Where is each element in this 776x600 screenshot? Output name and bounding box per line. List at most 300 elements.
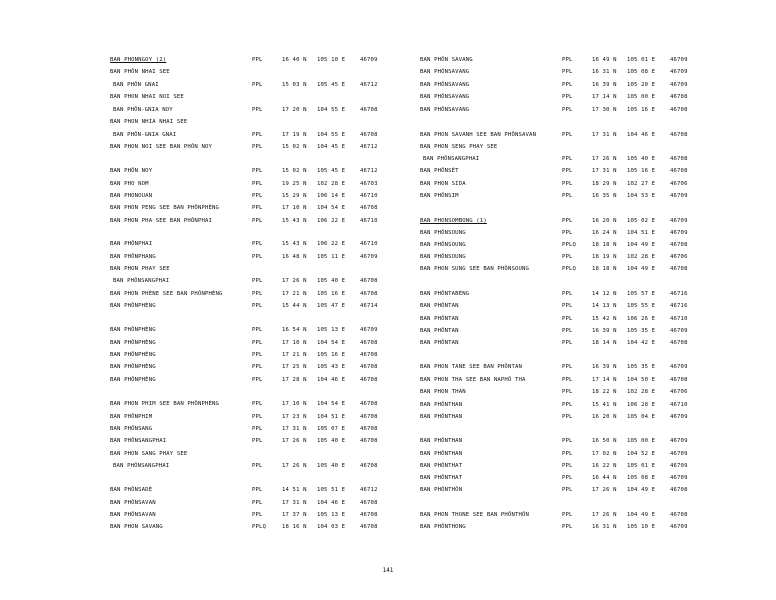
place-name: BAN PHÔNSOUNG [420,242,466,248]
feature-type: PPL [252,500,263,506]
gazetteer-entry [110,461,430,471]
latitude: 14 13 N [592,303,617,309]
longitude: 104 49 E [627,487,656,493]
gazetteer-entry [420,154,740,164]
gazetteer-entry [110,191,430,201]
place-name: BAN PHON PHA SEE BAN PHÔNPHAI [110,218,213,224]
place-name: BAN PHÔNPHÈNG [110,364,156,370]
map-code: 46712 [360,144,378,150]
feature-type: PPL [562,364,573,370]
map-code: 46709 [670,230,688,236]
place-name: BAN PHON TANE SEE BAN PHÔNTAN [420,364,523,370]
place-name: BAN PHÔNPHÈNG [110,377,156,383]
feature-type: PPL [252,340,263,346]
latitude: 17 31 N [592,132,617,138]
place-name: BAN PHÔNTAN [420,316,459,322]
longitude: 102 27 E [627,181,656,187]
gazetteer-entry [110,449,430,459]
latitude: 17 21 N [282,352,307,358]
gazetteer-entry [420,473,740,483]
latitude: 17 20 N [282,107,307,113]
place-name: BAN PHÔN-GNIA GNAI [113,132,177,138]
latitude: 16 40 N [282,57,307,63]
feature-type: PPLQ [562,266,577,272]
latitude: 16 20 N [592,414,617,420]
gazetteer-entry [420,301,740,311]
gazetteer-entry [110,498,430,508]
gazetteer-entry [420,142,740,152]
feature-type: PPL [562,254,573,260]
latitude: 15 43 N [282,241,307,247]
place-name: BAN PHÔNSADÉ [110,487,153,493]
latitude: 17 19 N [282,132,307,138]
map-code: 46709 [670,451,688,457]
map-code: 46709 [360,57,378,63]
latitude: 17 26 N [282,438,307,444]
map-code: 46703 [360,181,378,187]
longitude: 105 16 E [627,107,656,113]
longitude: 105 13 E [317,327,346,333]
gazetteer-entry [420,387,740,397]
feature-type: PPL [562,193,573,199]
latitude: 17 28 N [282,377,307,383]
gazetteer-entry [110,203,430,213]
feature-type: PPL [562,291,573,297]
latitude: 18 16 N [282,524,307,530]
feature-type: PPL [562,132,573,138]
gazetteer-entry [110,276,430,286]
place-name: BAN PHÔNTHONG [420,524,466,530]
map-code: 46712 [360,487,378,493]
gazetteer-entry [110,325,430,335]
longitude: 105 00 E [627,438,656,444]
map-code: 46710 [360,193,378,199]
place-name: BAN PHON PHAY SEE [110,266,170,272]
longitude: 104 55 E [317,107,346,113]
gazetteer-entry [110,375,430,385]
longitude: 106 22 E [317,218,346,224]
feature-type: PPL [252,181,263,187]
latitude: 15 02 N [282,144,307,150]
feature-type: PPL [562,82,573,88]
latitude: 15 29 N [282,193,307,199]
place-name: BAN PHON PHÈNE SEE BAN PHÔNPHÈNG [110,291,223,297]
map-code: 46709 [670,69,688,75]
place-name: BAN PHÔNSIM [420,193,459,199]
longitude: 104 46 E [317,377,346,383]
gazetteer-entry [420,522,740,532]
map-code: 46709 [670,218,688,224]
place-name: BAN PHON SANG PHAY SEE [110,451,188,457]
feature-type: PPL [252,364,263,370]
map-code: 46710 [670,402,688,408]
map-code: 46708 [670,156,688,162]
place-name: BAN PHÔNPHÈNG [110,340,156,346]
gazetteer-entry [420,375,740,385]
longitude: 105 45 E [317,82,346,88]
place-name: BAN PHÔNPHÈNG [110,327,156,333]
place-name: BAN PHON SENG PHAY SEE [420,144,498,150]
place-name: BAN PHON THONE SEE BAN PHÔNTHÔN [420,512,530,518]
place-name: BAN PHÔNSOUNG [420,230,466,236]
feature-type: PPL [562,218,573,224]
gazetteer-entry [110,142,430,152]
longitude: 104 46 E [627,132,656,138]
map-code: 46709 [670,438,688,444]
place-name: BAN PHON NOI SEE BAN PHÔN NOY [110,144,213,150]
longitude: 106 14 E [317,193,346,199]
gazetteer-entry [110,412,430,422]
map-code: 46708 [670,487,688,493]
map-code: 46709 [670,57,688,63]
latitude: 17 26 N [592,487,617,493]
gazetteer-entry [110,117,430,127]
place-name: BAN PHÔNSAVANG [420,107,470,113]
place-name: BAN PHÔNSAVAN [110,500,156,506]
place-name: BAN PHÔNTHÔN [420,487,463,493]
feature-type: PPL [562,328,573,334]
feature-type: PPL [562,377,573,383]
feature-type: PPL [252,401,263,407]
place-name: BAN PHO NOM [110,181,149,187]
latitude: 17 02 N [592,451,617,457]
feature-type: PPL [252,352,263,358]
map-code: 46708 [360,352,378,358]
gazetteer-entry [420,436,740,446]
gazetteer-entry [420,191,740,201]
feature-type: PPL [562,487,573,493]
longitude: 105 13 E [317,512,346,518]
gazetteer-entry [110,289,430,299]
longitude: 105 43 E [317,364,346,370]
feature-type: PPL [562,107,573,113]
feature-type: PPLQ [562,242,577,248]
feature-type: PPL [252,463,263,469]
feature-type: PPL [562,402,573,408]
longitude: 106 28 E [627,402,656,408]
gazetteer-entry [420,92,740,102]
feature-type: PPL [252,487,263,493]
map-code: 46710 [360,218,378,224]
place-name: BAN PHÔN NHAI SEE [110,69,170,75]
gazetteer-entry [110,80,430,90]
gazetteer-entry [110,424,430,434]
latitude: 18 19 N [592,254,617,260]
gazetteer-entry [110,510,430,520]
longitude: 104 45 E [317,144,346,150]
feature-type: PPL [252,132,263,138]
place-name: BAN PHÔNSAVANG [420,94,470,100]
map-code: 46708 [360,500,378,506]
map-code: 46709 [360,254,378,260]
map-code: 46708 [670,266,688,272]
map-code: 46708 [360,291,378,297]
feature-type: PPL [252,57,263,63]
gazetteer-entry [110,179,430,189]
latitude: 17 31 N [592,168,617,174]
latitude: 17 10 N [282,205,307,211]
gazetteer-entry [110,216,430,226]
map-code: 46708 [360,205,378,211]
place-name: BAN PHÔN-GNIA NOY [113,107,173,113]
gazetteer-entry [420,264,740,274]
gazetteer-entry [110,399,430,409]
map-code: 46708 [670,242,688,248]
map-code: 46708 [670,377,688,383]
longitude: 105 35 E [627,328,656,334]
latitude: 16 39 N [592,364,617,370]
latitude: 16 49 N [592,57,617,63]
latitude: 16 50 N [592,438,617,444]
map-code: 46708 [670,512,688,518]
latitude: 17 26 N [592,512,617,518]
latitude: 17 10 N [282,401,307,407]
longitude: 105 40 E [317,463,346,469]
map-code: 46716 [670,291,688,297]
longitude: 105 04 E [627,414,656,420]
map-code: 46708 [360,401,378,407]
gazetteer-entry [110,67,430,77]
gazetteer-entry [420,166,740,176]
place-name: BAN PHÔNSANGPHAI [110,438,167,444]
place-name: BAN PHON NHAI NOI SEE [110,94,184,100]
latitude: 16 39 N [592,328,617,334]
longitude: 104 51 E [317,414,346,420]
place-name: BAN PHON THAN [420,389,466,395]
gazetteer-entry [420,400,740,410]
map-code: 46709 [670,475,688,481]
gazetteer-entry [420,510,740,520]
feature-type: PPL [252,107,263,113]
feature-type: PPL [562,181,573,187]
latitude: 17 30 N [592,107,617,113]
feature-type: PPL [252,168,263,174]
longitude: 105 01 E [627,57,656,63]
place-name: BAN PHON SAVANG [110,524,163,530]
latitude: 17 10 N [282,340,307,346]
feature-type: PPL [252,218,263,224]
latitude: 15 44 N [282,303,307,309]
place-name: BAN PHONSOMBONG (1) [420,218,487,224]
longitude: 105 40 E [317,278,346,284]
feature-type: PPL [562,414,573,420]
longitude: 105 11 E [317,254,346,260]
place-name: BAN PHÔNSANG [110,426,153,432]
gazetteer-entry [110,92,430,102]
feature-type: PPL [252,426,263,432]
map-code: 46716 [670,303,688,309]
latitude: 16 39 N [592,82,617,88]
longitude: 105 16 E [627,168,656,174]
gazetteer-entry [420,130,740,140]
latitude: 16 54 N [282,327,307,333]
latitude: 17 31 N [282,500,307,506]
longitude: 105 08 E [627,69,656,75]
gazetteer-entry [420,314,740,324]
latitude: 16 44 N [592,475,617,481]
place-name: BAN PHÔNTAN [420,340,459,346]
longitude: 105 01 E [627,463,656,469]
feature-type: PPL [252,193,263,199]
gazetteer-entry [110,485,430,495]
longitude: 105 10 E [627,524,656,530]
gazetteer-entry [420,67,740,77]
place-name: BAN PHÔNSÉT [420,168,459,174]
gazetteer-entry [110,350,430,360]
place-name: BAN PHÔNPHANG [110,254,156,260]
latitude: 17 37 N [282,512,307,518]
longitude: 105 20 E [627,82,656,88]
map-code: 46708 [360,463,378,469]
gazetteer-entry [420,179,740,189]
longitude: 105 55 E [627,303,656,309]
gazetteer-entry [110,436,430,446]
place-name: BAN PHÔN NOY [110,168,153,174]
longitude: 102 28 E [627,254,656,260]
feature-type: PPL [252,512,263,518]
feature-type: PPLQ [252,524,267,530]
longitude: 104 49 E [627,266,656,272]
place-name: BAN PHÔNSANGPHAI [113,463,170,469]
feature-type: PPL [562,463,573,469]
latitude: 17 31 N [282,426,307,432]
gazetteer-entry [420,289,740,299]
map-code: 46708 [670,94,688,100]
latitude: 15 03 N [282,82,307,88]
map-code: 46709 [670,364,688,370]
place-name: BAN PHÔNSANGPHAI [423,156,480,162]
latitude: 14 12 N [592,291,617,297]
feature-type: PPL [562,94,573,100]
longitude: 104 53 E [627,193,656,199]
latitude: 15 43 N [282,218,307,224]
place-name: BAN PHON NHIA NHAI SEE [110,119,188,125]
gazetteer-entry [110,239,430,249]
place-name: BAN PHON SAVANH SEE BAN PHÔNSAVAN [420,132,537,138]
map-code: 46710 [670,316,688,322]
longitude: 105 47 E [317,303,346,309]
map-code: 46708 [670,340,688,346]
feature-type: PPL [562,451,573,457]
place-name: BAN PHÔNTHAT [420,475,463,481]
feature-type: PPL [562,69,573,75]
latitude: 15 02 N [282,168,307,174]
longitude: 104 42 E [627,340,656,346]
longitude: 104 50 E [627,377,656,383]
longitude: 104 49 E [627,512,656,518]
map-code: 46708 [360,340,378,346]
gazetteer-entry [420,412,740,422]
longitude: 104 54 E [317,340,346,346]
map-code: 46708 [670,107,688,113]
longitude: 105 40 E [317,438,346,444]
gazetteer-entry [110,522,430,532]
feature-type: PPL [562,340,573,346]
place-name: BAN PHÔNSOUNG [420,254,466,260]
longitude: 106 22 E [317,241,346,247]
latitude: 16 48 N [282,254,307,260]
gazetteer-entry [420,485,740,495]
place-name: BAN PHÔNPHAI [110,241,153,247]
latitude: 18 22 N [592,389,617,395]
longitude: 104 55 E [317,132,346,138]
latitude: 18 29 N [592,181,617,187]
map-code: 46708 [670,168,688,174]
gazetteer-entry [420,216,740,226]
gazetteer-entry [420,326,740,336]
longitude: 105 16 E [317,352,346,358]
latitude: 16 35 N [592,193,617,199]
longitude: 105 07 E [317,426,346,432]
map-code: 46708 [360,438,378,444]
place-name: BAN PHÔNTABÈNG [420,291,470,297]
feature-type: PPL [562,389,573,395]
gazetteer-entry [110,130,430,140]
latitude: 17 23 N [282,414,307,420]
latitude: 15 41 N [592,402,617,408]
place-name: BAN PHÔNTHAT [420,463,463,469]
map-code: 46708 [360,524,378,530]
place-name: BAN PHÔNTAN [420,303,459,309]
map-code: 46708 [360,377,378,383]
place-name: BAN PHÔNSANGPHAI [113,278,170,284]
map-code: 46709 [360,327,378,333]
feature-type: PPL [252,303,263,309]
longitude: 105 45 E [317,168,346,174]
latitude: 18 14 N [592,340,617,346]
feature-type: PPL [252,278,263,284]
feature-type: PPL [252,438,263,444]
longitude: 102 28 E [627,389,656,395]
feature-type: PPL [562,168,573,174]
gazetteer-entry [110,264,430,274]
latitude: 16 31 N [592,69,617,75]
map-code: 46712 [360,168,378,174]
longitude: 102 28 E [317,181,346,187]
feature-type: PPL [562,230,573,236]
place-name: BAN PHÔNPHÈNG [110,352,156,358]
gazetteer-entry [110,166,430,176]
longitude: 105 10 E [317,57,346,63]
map-code: 46712 [360,82,378,88]
place-name: BAN PHON PENG SEE BAN PHÔNPHÈNG [110,205,220,211]
gazetteer-entry [420,449,740,459]
place-name: BAN PHON THA SEE BAN NAPHÔ THA [420,377,526,383]
place-name: BAN PHON SIDA [420,181,466,187]
feature-type: PPL [252,241,263,247]
latitude: 16 22 N [592,463,617,469]
latitude: 16 20 N [592,218,617,224]
feature-type: PPL [252,144,263,150]
feature-type: PPL [252,414,263,420]
map-code: 46708 [360,512,378,518]
latitude: 17 26 N [282,463,307,469]
longitude: 104 54 E [317,401,346,407]
map-code: 46708 [670,132,688,138]
feature-type: PPL [562,512,573,518]
map-code: 46714 [360,303,378,309]
gazetteer-entry [420,55,740,65]
latitude: 15 42 N [592,316,617,322]
map-code: 46706 [670,389,688,395]
feature-type: PPL [562,475,573,481]
latitude: 14 51 N [282,487,307,493]
gazetteer-entry [420,228,740,238]
gazetteer-entry [420,338,740,348]
place-name: BAN PHÔNSAVAN [110,512,156,518]
feature-type: PPL [562,156,573,162]
latitude: 18 18 N [592,242,617,248]
